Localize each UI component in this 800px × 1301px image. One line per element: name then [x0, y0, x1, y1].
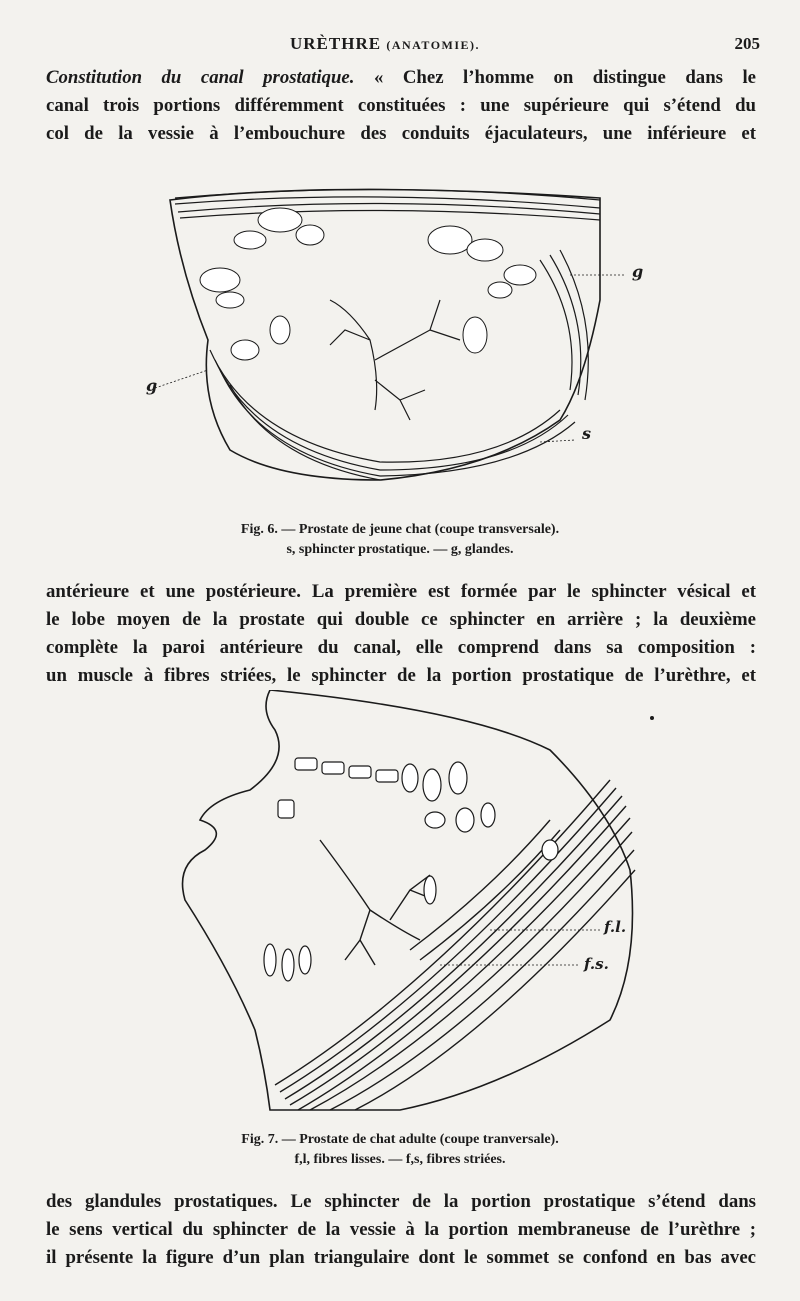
caption-line: Fig. 6. — Prostate de jeune chat (coupe transversale).	[240, 522, 560, 537]
text-line: des glandules prostatiques. Le sphincter de la portion prostatique s’étend dans	[46, 1191, 756, 1212]
text-line: canal trois portions différemment constituées : une supérieure qui s’étend du	[46, 95, 756, 116]
text-line: col de la vessie à l’embouchure des conduits éjaculateurs, une inférieure et	[46, 123, 756, 144]
figure-7-illustration	[170, 690, 650, 1130]
caption-line: Fig. 7. — Prostate de chat adulte (coupe tranversale).	[241, 1132, 559, 1147]
paragraph-2	[46, 578, 756, 690]
paragraph-1	[46, 64, 756, 148]
caption-line: s, sphincter prostatique. — g, glandes.	[286, 542, 514, 557]
figure-6-illustration	[130, 180, 710, 520]
text-line: il présente la figure d’un plan triangulaire dont le sommet se confond en bas avec	[46, 1247, 756, 1268]
figure-7-label-fs: f.s.	[584, 955, 609, 973]
text-line: le sens vertical du sphincter de la vessie à la portion membraneuse de l’urèthre ;	[46, 1219, 756, 1240]
figure-6-label-s: s	[582, 424, 592, 443]
figure-7-caption	[0, 1130, 800, 1170]
text-span: « Chez l’homme on distingue dans le	[373, 67, 756, 88]
text-line	[46, 64, 756, 92]
figure-6-caption	[0, 520, 800, 560]
figure-6-label-g-right: g	[632, 262, 644, 281]
caption-line: f,l, fibres lisses. — f,s, fibres striées.	[294, 1152, 506, 1167]
ink-speck	[650, 716, 654, 720]
figure-7-label-fl: f.l.	[604, 918, 627, 936]
section-heading: Constitution du canal prostatique.	[46, 67, 355, 88]
text-line: le lobe moyen de la prostate qui double ce sphincter en arrière ; la deuxième	[46, 609, 756, 630]
paragraph-3	[46, 1188, 756, 1272]
page-number: 205	[734, 34, 760, 53]
running-head-title: URÈTHRE	[290, 34, 382, 53]
text-line: antérieure et une postérieure. La première est formée par le sphincter vésical et	[46, 581, 756, 602]
text-line: un muscle à fibres striées, le sphincter de la portion prostatique de l’urèthre, et	[46, 665, 756, 686]
running-head-subtitle: (ANATOMIE).	[386, 38, 481, 52]
figure-6-label-g-left: g	[146, 376, 158, 395]
running-head	[290, 34, 480, 54]
text-line: complète la paroi antérieure du canal, elle comprend dans sa composition :	[46, 637, 756, 658]
